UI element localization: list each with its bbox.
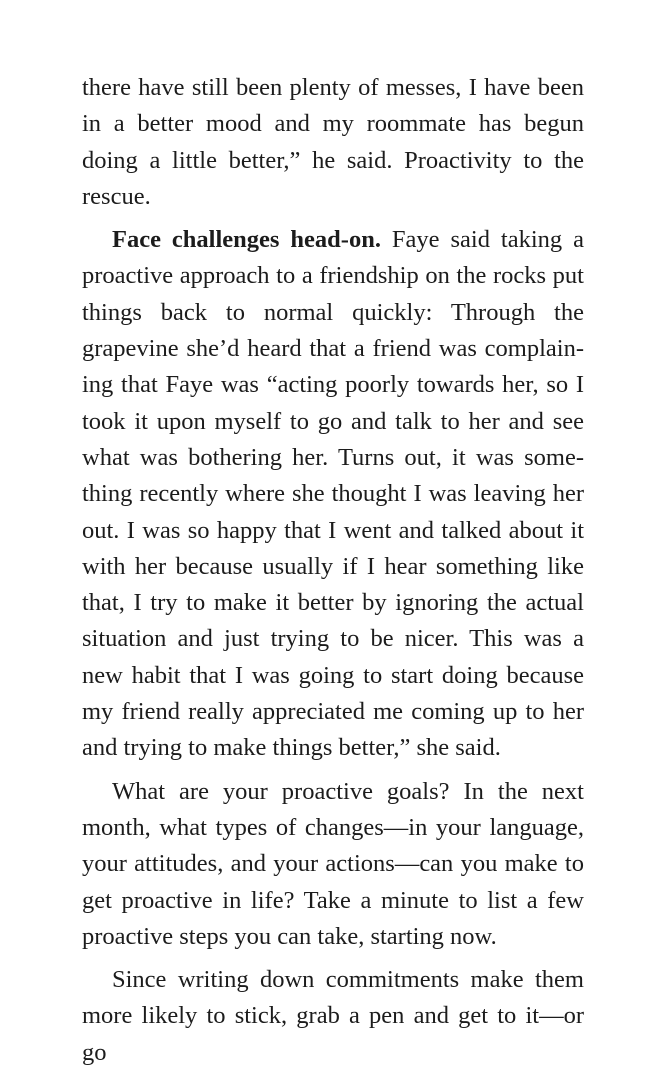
paragraph-text: there have still been plenty of messes, I have been in a better mood and my roommate has begun doing a little better,” he said. Proactivity to the rescue.: [82, 74, 584, 210]
paragraph-text: Faye said taking a proactive approach to a friendship on the rocks put things back to normal quickly: Through the grapevine she’d heard that a friend was complaining that Faye was “acting poorly towards her, so I took it upon myself to go and talk to her and see what was bothering her. Turns out, it was something recently where she thought I was leaving her out. I was so happy that I went and talked about it with her because usually if I hear something like that, I try to make it better by ignoring the actual situation and just trying to be nicer. This was a new habit that I was going to start doing because my friend really appreciated me coming up to her and trying to make things better,” she said.: [82, 226, 584, 762]
paragraph-text: Since writing down commitments make them more likely to stick, grab a pen and get to it—or go: [82, 966, 584, 1066]
paragraph-text: What are your proactive goals? In the next month, what types of changes—in your language, your attitudes, and your actions—can you make to get proactive in life? Take a minute to list a few proactive steps you can take, starting now.: [82, 777, 584, 950]
run-in-heading: Face challenges head-on.: [112, 226, 381, 254]
paragraph-continuation: [82, 70, 584, 215]
paragraph-commitments: [82, 962, 584, 1071]
body-text: [82, 70, 584, 1078]
paragraph-proactive-goals: [82, 774, 584, 955]
paragraph-face-challenges: [82, 222, 584, 766]
